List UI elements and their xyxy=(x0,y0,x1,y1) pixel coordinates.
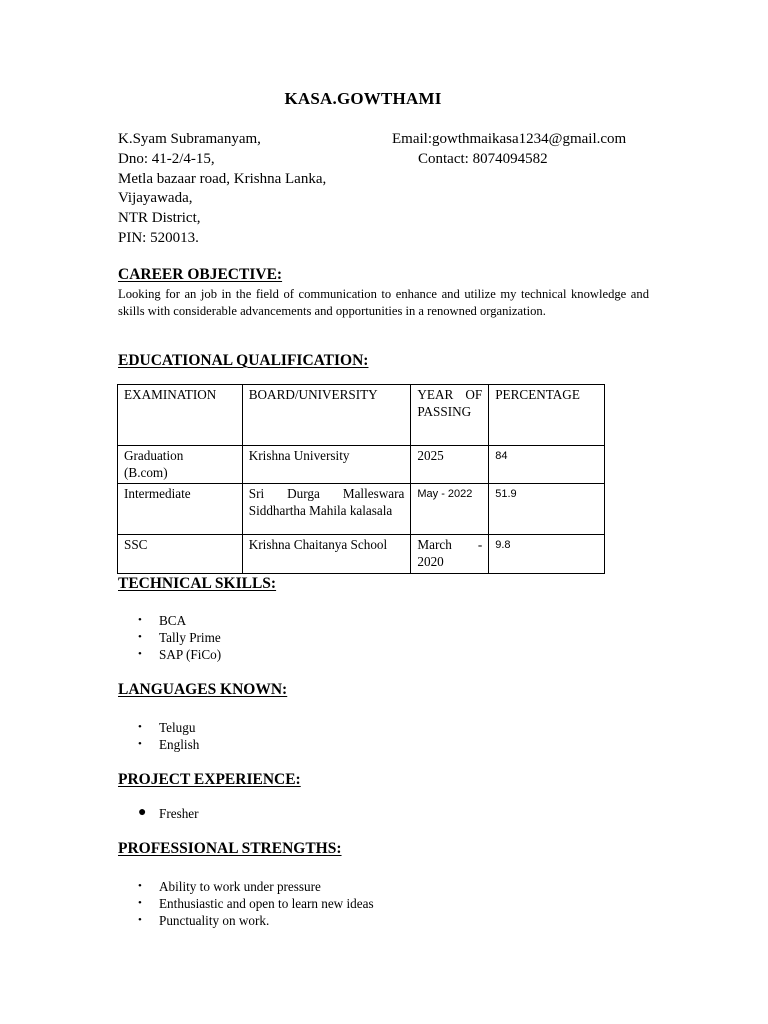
cell-year: 2025 xyxy=(411,446,489,484)
list-item-text: Fresher xyxy=(159,806,199,821)
list-item xyxy=(138,805,199,822)
cell-year xyxy=(411,535,489,574)
technical-skills-heading: TECHNICAL SKILLS: xyxy=(118,575,277,592)
address-line: K.Syam Subramanyam, xyxy=(118,131,261,147)
bullet-icon: ● xyxy=(138,805,147,820)
list-item xyxy=(138,912,374,929)
header-percentage: PERCENTAGE xyxy=(489,385,605,446)
bullet-icon: • xyxy=(138,738,142,750)
cell-year: May - 2022 xyxy=(411,484,489,535)
table-row xyxy=(118,446,605,484)
languages-list xyxy=(138,719,199,753)
cell-percentage: 84 xyxy=(489,446,605,484)
contact-phone: Contact: 8074094582 xyxy=(418,151,548,167)
table-row xyxy=(118,535,605,574)
cell-exam: SSC xyxy=(118,535,243,574)
cell-text: (B.com) xyxy=(124,464,168,480)
list-item xyxy=(138,612,221,629)
list-item-text: SAP (FiCo) xyxy=(159,647,222,662)
bullet-icon: • xyxy=(138,614,142,626)
bullet-icon: • xyxy=(138,880,142,892)
candidate-name: KASA.GOWTHAMI xyxy=(284,89,442,108)
bullet-icon: • xyxy=(138,914,142,926)
address-line: PIN: 520013. xyxy=(118,229,199,246)
cell-text: March - xyxy=(417,537,483,552)
cell-exam: Intermediate xyxy=(118,484,243,535)
list-item-text: Punctuality on work. xyxy=(159,913,270,928)
list-item xyxy=(138,736,199,753)
list-item-text: BCA xyxy=(159,613,187,628)
cell-text: Sri Durga Malleswara xyxy=(248,486,405,501)
header-board: BOARD/UNIVERSITY xyxy=(242,385,411,446)
table-row xyxy=(118,484,605,535)
list-item xyxy=(138,629,221,646)
cell-board: Krishna Chaitanya School xyxy=(242,535,411,574)
list-item-text: Telugu xyxy=(159,720,196,735)
career-objective-text: Looking for an job in the field of communication to enhance and utilize my technical knowledge and skills with considerable advancements and opportunities in a renowned organization. xyxy=(118,287,649,318)
technical-skills-list xyxy=(138,612,221,663)
career-objective-heading: CAREER OBJECTIVE: xyxy=(118,266,283,283)
list-item xyxy=(138,878,374,895)
project-experience-list xyxy=(138,805,199,822)
bullet-icon: • xyxy=(138,631,142,643)
list-item xyxy=(138,646,221,663)
list-item-text: Ability to work under pressure xyxy=(159,879,321,894)
bullet-icon: • xyxy=(138,648,142,660)
address-line: NTR District, xyxy=(118,210,201,227)
address-line: Metla bazaar road, Krishna Lanka, xyxy=(118,170,327,187)
list-item-text: English xyxy=(159,737,200,752)
address-line: Vijayawada, xyxy=(118,190,193,207)
cell-board: Krishna University xyxy=(242,446,411,484)
cell-percentage: 9.8 xyxy=(489,535,605,574)
bullet-icon: • xyxy=(138,897,142,909)
table-header-row xyxy=(118,385,605,446)
header-examination: EXAMINATION xyxy=(118,385,243,446)
professional-strengths-list xyxy=(138,878,374,929)
cell-board xyxy=(242,484,411,535)
cell-text: Siddhartha Mahila kalasala xyxy=(248,502,393,518)
education-table xyxy=(117,384,605,574)
list-item xyxy=(138,895,374,912)
project-experience-heading: PROJECT EXPERIENCE: xyxy=(118,771,301,788)
list-item xyxy=(138,719,199,736)
professional-strengths-heading: PROFESSIONAL STRENGTHS: xyxy=(118,840,342,857)
cell-percentage: 51.9 xyxy=(489,484,605,535)
list-item-text: Enthusiastic and open to learn new ideas xyxy=(159,896,374,911)
cell-text: Graduation xyxy=(124,448,184,463)
header-year-line2: PASSING xyxy=(417,403,472,419)
cell-exam xyxy=(118,446,243,484)
address-line: Dno: 41-2/4-15, xyxy=(118,150,215,167)
header-year-line1: YEAR OF xyxy=(417,387,483,402)
header-year xyxy=(411,385,489,446)
education-heading: EDUCATIONAL QUALIFICATION: xyxy=(118,352,369,369)
languages-heading: LANGUAGES KNOWN: xyxy=(118,681,288,698)
postal-address xyxy=(118,130,326,249)
email-text: Email:gowthmaikasa1234@gmail.com xyxy=(392,131,627,147)
cell-text: 2020 xyxy=(417,553,444,569)
list-item-text: Tally Prime xyxy=(159,630,221,645)
bullet-icon: • xyxy=(138,721,142,733)
